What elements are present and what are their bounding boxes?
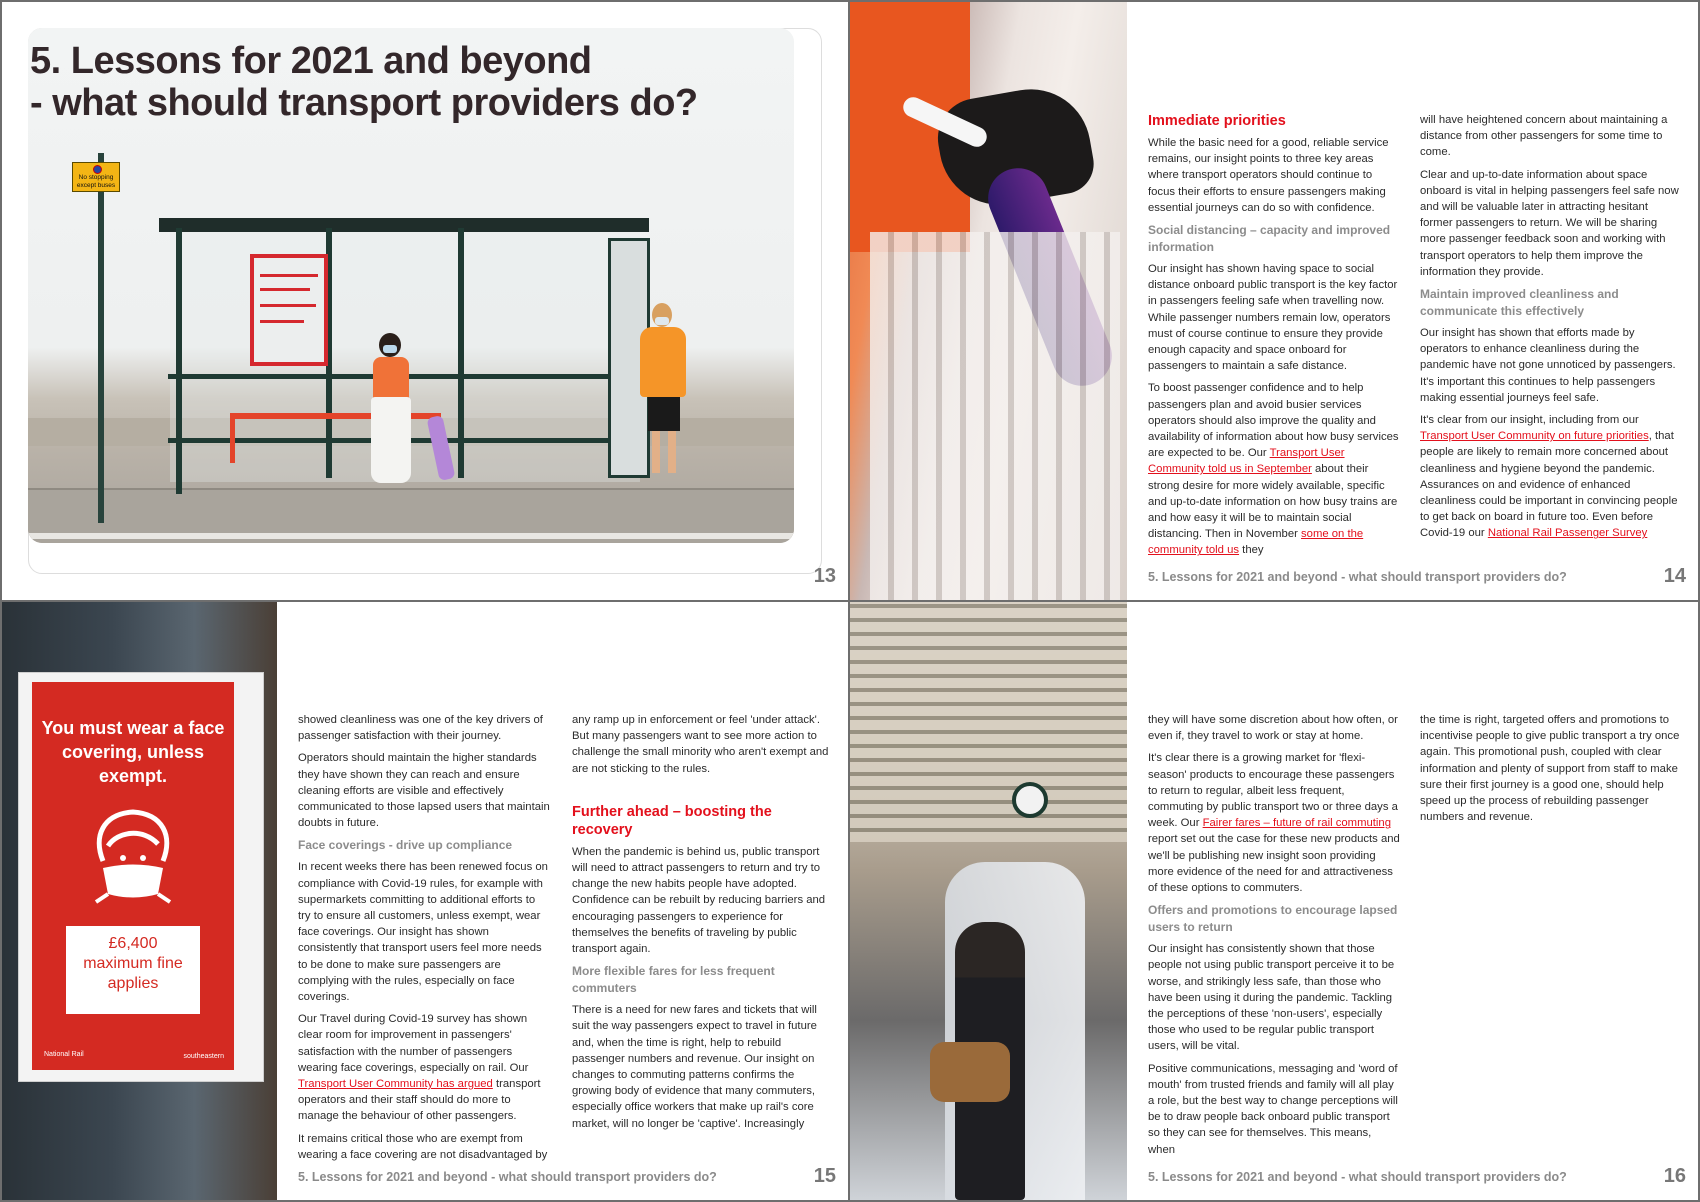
- handbag: [930, 1042, 1010, 1102]
- link-fairer-fares[interactable]: Fairer fares – future of rail commuting: [1202, 817, 1391, 830]
- station-concourse-photo: [850, 602, 1127, 1200]
- link-tuc-future-priorities[interactable]: Transport User Community on future priorities: [1420, 430, 1649, 443]
- text-run: Our Travel during Covid-19 survey has shown clear room for improvement in passengers' satisfaction with the number of passengers wearing face coverings, especially on rail. Our: [298, 1013, 529, 1074]
- page-footer: 5. Lessons for 2021 and beyond - what should transport providers do?: [1148, 1170, 1567, 1184]
- face-covering-poster: [32, 682, 234, 1070]
- subheading-social-distancing: Social distancing – capacity and improved information: [1148, 223, 1391, 255]
- white-railings: [870, 232, 1120, 600]
- text-run: about their strong desire for more widely available, specific and up-to-date information on how busy trains are and how easy it will be to maintain social distancing. Then in November: [1148, 463, 1398, 541]
- text-run: It's clear from our insight, including from our: [1420, 414, 1639, 427]
- no-stopping-sign: No stopping except buses: [72, 162, 120, 192]
- page-16: [850, 602, 1698, 1200]
- page-footer: 5. Lessons for 2021 and beyond - what should transport providers do?: [298, 1170, 717, 1184]
- text-run: transport operators and their staff should do more to manage the behaviour of other passengers.: [298, 1078, 541, 1123]
- text-column-2: [1420, 712, 1682, 831]
- page-number: 16: [1663, 1165, 1686, 1187]
- heading-further-ahead: Further ahead – boosting the recovery: [572, 803, 772, 838]
- subheading-face-coverings: Face coverings - drive up compliance: [298, 838, 513, 853]
- paragraph: There is a need for new fares and tickets that will suit the way passengers expect to travel in future and, when the time is right, help to rebuild passenger numbers and revenue. Our insight on changes to commuting patterns confirms the growing body of evidence that many commuters, especially office workers that make up rail's core market, will no longer be 'captive'. Increasingly: [572, 1004, 817, 1130]
- text-column-1: [298, 712, 550, 1169]
- paragraph: the time is right, targeted offers and promotions to incentivise people to give public transport a try once again. This promotional push, coupled with clear information and plenty of support from staff to make sure their first journey is a good one, should help speed up the process of rebuilding passenger numbers and revenue.: [1420, 714, 1680, 824]
- subheading-cleanliness: Maintain improved cleanliness and communicate this effectively: [1420, 287, 1619, 319]
- text-column-1: [1148, 112, 1400, 565]
- cleaning-handrail-photo: [850, 2, 1127, 600]
- paragraph: In recent weeks there has been renewed focus on compliance with Covid-19 rules, for example with supermarkets committing to additional efforts to try to ensure all customers, unless exempt, wear face coverings. Our insight has shown consistently that transport users feel more needs to be done to make sure passengers are complying with the rules, especially on face coverings.: [298, 861, 548, 1004]
- paragraph: Operators should maintain the higher standards they have shown they can reach and ensure cleaning efforts are visible and effectively communicated to those lapsed users that maintain doubts in future.: [298, 752, 550, 830]
- text-run: report set out the case for these new products and we'll be publishing new insight soon providing more evidence of the need for and attractiveness of these options to commuters.: [1148, 833, 1400, 895]
- road-line: [28, 533, 794, 539]
- paragraph: will have heightened concern about maintaining a distance from other passengers for some time to come.: [1420, 114, 1668, 159]
- page-footer: 5. Lessons for 2021 and beyond - what should transport providers do?: [1148, 570, 1567, 584]
- title-line-2: - what should transport providers do?: [30, 82, 698, 124]
- title-line-1: 5. Lessons for 2021 and beyond: [30, 40, 592, 82]
- shelter-post: [176, 228, 182, 494]
- pavement: [28, 488, 794, 543]
- fine-amount: £6,400: [108, 935, 158, 952]
- station-clock: [1012, 782, 1048, 818]
- paragraph: [1148, 380, 1400, 558]
- fine-text: maximum fine applies: [83, 955, 183, 992]
- text-column-1: [1148, 712, 1400, 1164]
- paragraph: Our insight has shown that efforts made by operators to enhance cleanliness during the pandemic have not gone unnoticed by passengers. It's important this continues to help passengers making essential journeys feel safe.: [1420, 327, 1676, 404]
- paragraph: [1148, 750, 1400, 896]
- page-15: [2, 602, 848, 1200]
- text-column-2: [572, 712, 834, 1138]
- paragraph: any ramp up in enforcement or feel 'under attack'. But many passengers want to see more action to challenge the small minority who aren't exempt and are not sticking to the rules.: [572, 714, 829, 775]
- page-number: 14: [1663, 565, 1686, 587]
- poster-headline: You must wear a face covering, unless exempt.: [41, 718, 225, 786]
- southeastern-logo: southeastern: [183, 1053, 224, 1060]
- paragraph: When the pandemic is behind us, public transport will need to attract passengers to return and try to change the new habits people have adopted. Confidence can be rebuilt by reducing barriers and encouraging passengers to experience for themselves the benefits of traveling by public transport again.: [572, 845, 826, 956]
- page-title: [30, 40, 698, 124]
- paragraph: Positive communications, messaging and 'word of mouth' from trusted friends and family will all play a role, but the best way to change perceptions will be to draw people back onboard public transport so they can see for themselves. This means, when: [1148, 1062, 1398, 1156]
- link-community-told-us[interactable]: some on the community told us: [1148, 528, 1364, 557]
- heading-immediate-priorities: Immediate priorities: [1148, 113, 1286, 129]
- paragraph: Our insight has consistently shown that those people not using public transport perceive it to be worse, and strikingly less safe, than those who have been using it during the pandemic. Tackling the perceptions of these 'non-users', especially those who used to be regular public transport users, will be vital.: [1148, 943, 1395, 1053]
- timetable-poster: [250, 254, 328, 366]
- page-13: [2, 2, 848, 600]
- roof-trusses: [850, 602, 1127, 842]
- page-number: 15: [813, 1165, 836, 1187]
- link-tuc-september[interactable]: Transport User Community told us in September: [1148, 447, 1345, 476]
- sign-post: [98, 153, 104, 523]
- face-mask-icon: [88, 806, 178, 906]
- subheading-flexible-fares: More flexible fares for less frequent commuters: [572, 964, 775, 996]
- text-run: To boost passenger confidence and to help passengers plan and avoid busier services operators should also improve the quality and availability of information about how busy services are expected to be. Our: [1148, 382, 1399, 460]
- link-tuc-has-argued[interactable]: Transport User Community has argued: [298, 1078, 493, 1091]
- paragraph: showed cleanliness was one of the key drivers of passenger satisfaction with their journey.: [298, 714, 543, 743]
- paragraph: Clear and up-to-date information about space onboard is vital in helping passengers feel safe now and will be valuable later in attracting hesitant former passengers to return. We will be sharing more passenger feedback soon and working with transport operators to help them improve the information they provide.: [1420, 168, 1679, 278]
- paragraph: they will have some discretion about how often, or even if, they travel to work or stay at home.: [1148, 714, 1398, 743]
- text-run: they: [1239, 544, 1264, 557]
- text-run: It's clear there is a growing market for 'flexi-season' products to encourage these passengers to return to regular, albeit less frequent, commuting by public transport two or three days a week. Our: [1148, 752, 1398, 830]
- page-14: [850, 2, 1698, 600]
- fine-box: [66, 926, 200, 1014]
- national-rail-logo: National Rail: [44, 1051, 84, 1058]
- paragraph: [298, 1011, 550, 1124]
- subheading-offers-promotions: Offers and promotions to encourage lapsed users to return: [1148, 903, 1398, 935]
- paragraph: Our insight has shown having space to social distance onboard public transport is the key factor in passengers feeling safe when travelling now. While passenger numbers remain low, operators must of course continue to ensure they provide enough capacity and space onboard for passengers to maintain a safe distance.: [1148, 263, 1398, 373]
- text-column-2: [1420, 112, 1682, 548]
- paragraph: While the basic need for a good, reliable service remains, our insight points to three key areas where transport operators should continue to focus their efforts to ensure passengers making essential journeys can do so with confidence.: [1148, 137, 1389, 214]
- page-number: 13: [813, 565, 836, 587]
- paragraph: [1420, 412, 1682, 542]
- text-run: , that people are likely to remain more concerned about cleanliness and hygiene beyond the pandemic. Assurances on and evidence of enhanced cleanliness could be important in convincing people to get back on board in future too. Even before Covid-19 our: [1420, 430, 1678, 540]
- paragraph: It remains critical those who are exempt from wearing a face covering are not disadvantaged by: [298, 1132, 548, 1161]
- shelter-roof: [159, 218, 649, 232]
- link-national-rail-passenger-survey[interactable]: National Rail Passenger Survey: [1487, 527, 1648, 540]
- face-covering-poster-photo: [2, 602, 277, 1200]
- bench-leg: [230, 413, 235, 463]
